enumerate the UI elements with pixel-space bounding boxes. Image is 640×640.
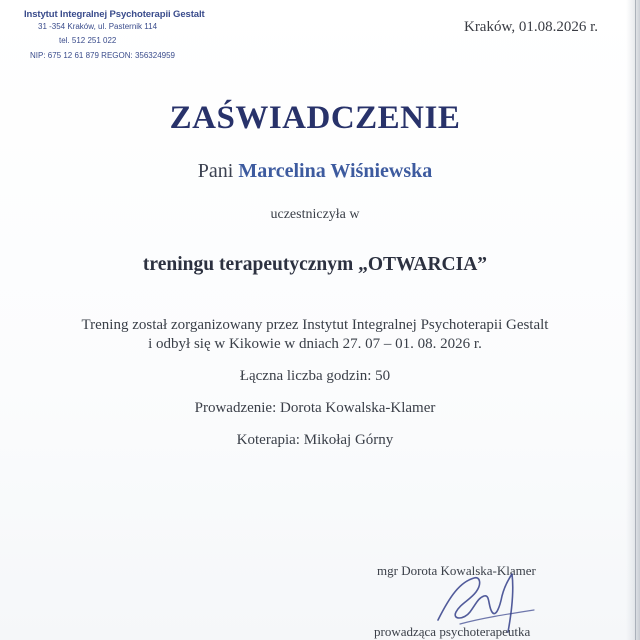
salutation: Pani xyxy=(197,160,234,182)
stamp-phone: tel. 512 251 022 xyxy=(59,36,117,45)
document-title: ZAŚWIADCZENIE xyxy=(169,100,461,136)
led-by: Prowadzenie: Dorota Kowalska-Klamer xyxy=(194,400,436,416)
description-line-2: i odbył się w Kikowie w dniach 27. 07 – 01. 08. 2026 r. xyxy=(148,336,482,352)
institute-stamp xyxy=(24,6,234,64)
participant-name: Marcelina Wiśniewska xyxy=(238,160,433,182)
stamp-tax-ids: NIP: 675 12 61 879 REGON: 356324959 xyxy=(30,51,175,60)
signatory-name: mgr Dorota Kowalska-Klamer xyxy=(377,563,536,578)
stamp-institute-name: Instytut Integralnej Psychoterapii Gestalt xyxy=(24,9,205,20)
training-name: treningu terapeutycznym „OTWARCIA” xyxy=(142,254,488,275)
participated-text: uczestniczyła w xyxy=(270,207,360,222)
stamp-address: 31 -354 Kraków, ul. Pasternik 114 xyxy=(38,22,158,31)
total-hours: Łączna liczba godzin: 50 xyxy=(239,368,391,384)
page-edge-shadow xyxy=(626,0,640,640)
description-line-1: Trening został zorganizowany przez Instytut Integralnej Psychoterapii Gestalt xyxy=(81,317,549,333)
issue-date: Kraków, 01.08.2026 r. xyxy=(463,19,598,35)
co-therapist: Koterapia: Mikołaj Górny xyxy=(236,432,394,448)
signatory-role: prowadząca psychoterapeutka xyxy=(374,624,531,639)
recipient-line xyxy=(0,160,630,183)
